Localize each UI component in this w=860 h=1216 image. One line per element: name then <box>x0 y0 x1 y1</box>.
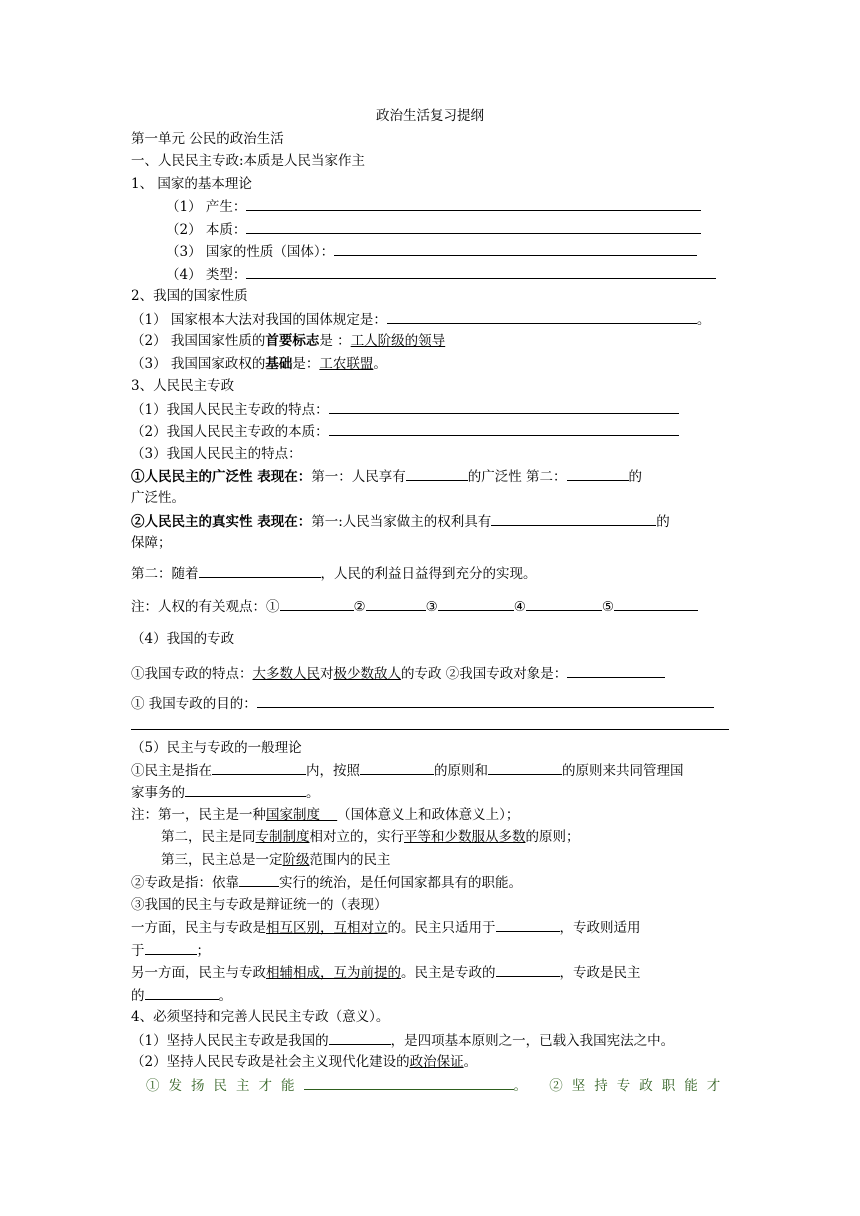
answer-blank[interactable] <box>145 985 219 1000</box>
answer-blank[interactable] <box>280 596 354 611</box>
answer-blank[interactable] <box>199 563 321 578</box>
answer-blank[interactable] <box>438 596 514 611</box>
question-line: （3） 国家的性质（国体）： <box>166 241 697 262</box>
note-line: 注：人权的有关观点：① ② ③ ④ ⑤ <box>131 596 698 617</box>
answer-blank[interactable] <box>246 264 716 279</box>
answer-blank[interactable] <box>239 872 279 887</box>
answer-blank[interactable] <box>488 760 562 775</box>
question-line: （1）我国人民民主专政的特点： <box>131 399 679 420</box>
answer-blank[interactable] <box>406 466 468 481</box>
answer-blank[interactable] <box>496 917 560 932</box>
continuation-line: 家事务的 。 <box>131 782 320 803</box>
answer-blank[interactable] <box>360 760 434 775</box>
answer-blank[interactable] <box>131 729 729 730</box>
question-line: （3） 我国国家政权的基础是：工农联盟。 <box>131 356 387 372</box>
answer-blank[interactable] <box>185 782 306 797</box>
question-line: ②人民民主的真实性 表现在：第一:人民当家做主的权利具有 的 <box>131 511 670 532</box>
answer-blank[interactable] <box>614 596 698 611</box>
answer-blank[interactable] <box>329 1030 391 1045</box>
answer-blank[interactable] <box>526 596 602 611</box>
question-line: 另一方面，民主与专政相辅相成，互为前提的。民主是专政的 ，专政是民主 <box>131 962 641 983</box>
answer-blank[interactable] <box>387 309 697 324</box>
question-line: ③我国的民主与专政是辩证统一的（表现） <box>131 897 388 913</box>
page-title: 政治生活复习提纲 <box>376 108 484 124</box>
question-line: （1）坚持人民民主专政是我国的 ，是四项基本原则之一，已载入我国宪法之中。 <box>131 1030 674 1051</box>
note-line: 第二，民主是同专制制度相对立的，实行平等和少数服从多数的原则； <box>161 829 580 845</box>
answer-blank[interactable] <box>329 399 679 414</box>
question-line: （4） 类型： <box>166 264 716 285</box>
subsection-heading: 3、人民民主专政 <box>131 378 235 394</box>
question-line: （1） 产生： <box>166 196 701 217</box>
answer-blank[interactable] <box>366 596 426 611</box>
section-heading: 一、人民民主专政:本质是人民当家作主 <box>131 153 366 169</box>
question-line: ②专政是指：依靠 实行的统治，是任何国家都具有的职能。 <box>131 872 522 893</box>
subsection-heading: 4、必须坚持和完善人民民主专政（意义）。 <box>131 1009 390 1025</box>
answer-blank[interactable] <box>304 1075 514 1090</box>
note-line: 注：第一，民主是一种国家制度 （国体意义上和政体意义上）； <box>131 807 520 823</box>
answer-blank[interactable] <box>491 511 656 526</box>
question-line: ①人民民主的广泛性 表现在：第一：人民享有 的广泛性 第二： 的 <box>131 466 642 487</box>
answer-blank[interactable] <box>246 196 701 211</box>
question-line: ①民主是指在 内，按照 的原则和 的原则来共同管理国 <box>131 760 684 781</box>
answer-blank[interactable] <box>257 693 714 708</box>
question-line: ① 我国专政的目的： <box>131 693 714 714</box>
question-line: 第二：随着 ，人民的利益日益得到充分的实现。 <box>131 563 537 584</box>
continuation-line: 于 ； <box>131 940 210 961</box>
answer-blank[interactable] <box>567 663 665 678</box>
subsection-heading: 1、 国家的基本理论 <box>131 176 252 192</box>
answer-blank[interactable] <box>496 962 560 977</box>
answer-blank[interactable] <box>567 466 629 481</box>
question-line: （2） 本质： <box>166 219 701 240</box>
question-line: ①我国专政的特点：大多数人民对极少数敌人的专政 ②我国专政对象是： <box>131 663 665 684</box>
continuation-line: 保障； <box>131 535 172 551</box>
subsection-heading: （4）我国的专政 <box>131 631 235 647</box>
answer-blank[interactable] <box>334 241 697 256</box>
note-line: 第三，民主总是一定阶级范围内的民主 <box>161 852 391 868</box>
unit-heading: 第一单元 公民的政治生活 <box>131 131 284 147</box>
question-line: （2）我国人民民主专政的本质： <box>131 421 679 442</box>
question-line: （2） 我国国家性质的首要标志是 ：工人阶级的领导 <box>131 333 446 349</box>
continuation-line: 广泛性。 <box>131 490 185 506</box>
subsection-heading: （5）民主与专政的一般理论 <box>131 740 302 756</box>
question-line: （1） 国家根本大法对我国的国体规定是： 。 <box>131 309 710 330</box>
answer-blank[interactable] <box>246 219 701 234</box>
answer-blank[interactable] <box>212 760 306 775</box>
question-line: （2）坚持人民民专政是社会主义现代化建设的政治保证。 <box>131 1054 478 1070</box>
answer-blank[interactable] <box>145 940 197 955</box>
question-line: ①发扬民主才能 。 ②坚持专政职能才 <box>146 1075 729 1096</box>
question-line: （3）我国人民民主的特点： <box>131 446 302 462</box>
answer-blank[interactable] <box>329 421 679 436</box>
continuation-line: 的 。 <box>131 985 232 1006</box>
subsection-heading: 2、我国的国家性质 <box>131 288 248 304</box>
question-line: 一方面，民主与专政是相互区别，互相对立的。民主只适用于 ，专政则适用 <box>131 917 641 938</box>
